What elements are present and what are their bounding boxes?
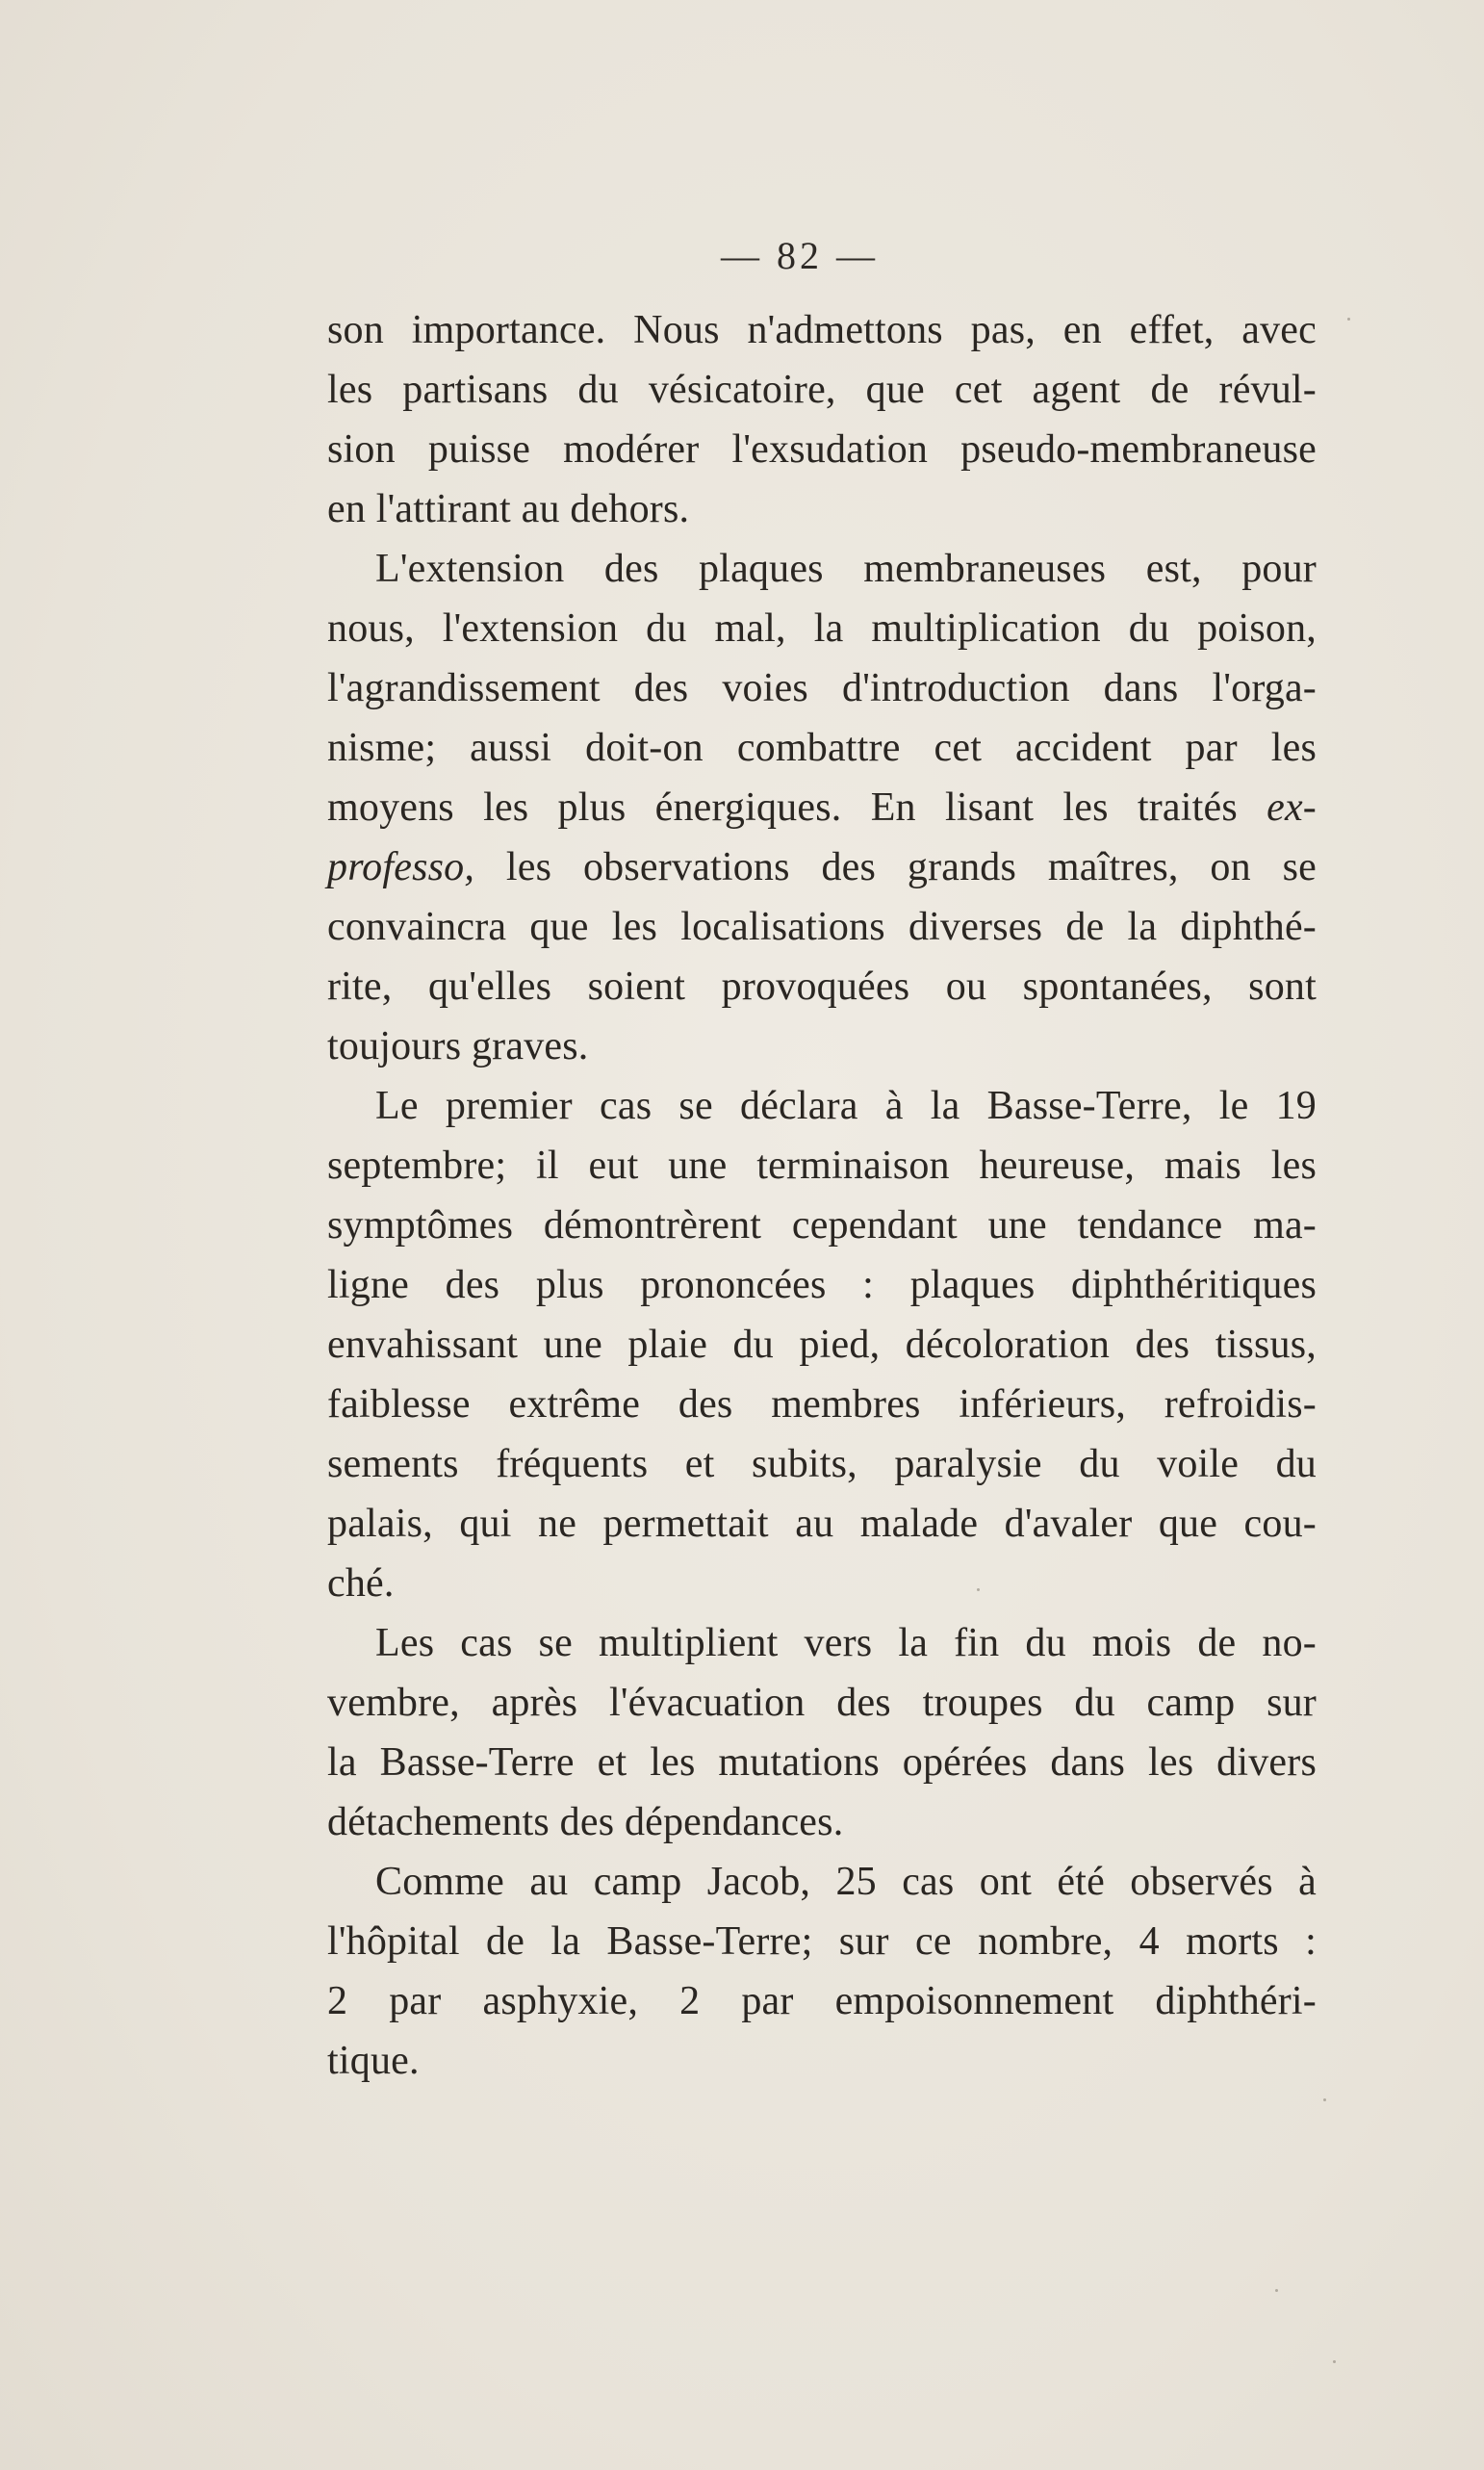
text-line: faiblesse extrême des membres inférieurs, refroidis- [327, 1382, 1317, 1427]
text-line: en l'attirant au dehors. [327, 487, 690, 531]
text-line: convaincra que les localisations diverses de la diphthé- [327, 905, 1317, 949]
text-line: nous, l'extension du mal, la multiplication du poison, [327, 606, 1317, 651]
paper-speck [1275, 2289, 1278, 2292]
text-line: septembre; il eut une terminaison heureuse, mais les [327, 1144, 1317, 1188]
text-line: nisme; aussi doit-on combattre cet accident par les [327, 726, 1317, 770]
text-line: moyens les plus énergiques. En lisant les traités ex- [327, 785, 1317, 830]
text-line: l'hôpital de la Basse-Terre; sur ce nombre, 4 morts : [327, 1919, 1317, 1964]
page-number: — 82 — [721, 234, 879, 277]
text-line: toujours graves. [327, 1024, 589, 1068]
paper-speck [1333, 2360, 1336, 2363]
text-line: sion puisse modérer l'exsudation pseudo-membraneuse [327, 427, 1317, 472]
text-line: l'agrandissement des voies d'introduction dans l'orga- [327, 666, 1317, 710]
text-line: ligne des plus prononcées : plaques diphthéritiques [327, 1263, 1317, 1307]
text-line: Les cas se multiplient vers la fin du mois de no- [375, 1621, 1317, 1665]
text-line: Comme au camp Jacob, 25 cas ont été observés à [375, 1860, 1317, 1904]
paper-speck [1347, 318, 1350, 321]
text-line: la Basse-Terre et les mutations opérées dans les divers [327, 1740, 1317, 1785]
text-line: L'extension des plaques membraneuses est, pour [375, 547, 1317, 591]
text-line: professo, les observations des grands maîtres, on se [327, 845, 1317, 889]
paper-speck [977, 1588, 980, 1591]
text-line: symptômes démontrèrent cependant une tendance ma- [327, 1203, 1317, 1248]
text-line: ché. [327, 1561, 395, 1606]
italic-term: professo, [327, 845, 475, 889]
paper-speck [1323, 2098, 1326, 2101]
body-text [327, 300, 1317, 2091]
text-line: palais, qui ne permettait au malade d'avaler que cou- [327, 1502, 1317, 1546]
text-line: rite, qu'elles soient provoquées ou spontanées, sont [327, 965, 1317, 1009]
text-line: son importance. Nous n'admettons pas, en effet, avec [327, 308, 1317, 352]
text-line: 2 par asphyxie, 2 par empoisonnement diphthéri- [327, 1979, 1317, 2023]
text-line: les partisans du vésicatoire, que cet agent de révul- [327, 368, 1317, 412]
text-line: détachements des dépendances. [327, 1800, 844, 1844]
text-line: tique. [327, 2039, 420, 2083]
text-line: Le premier cas se déclara à la Basse-Terre, le 19 [375, 1084, 1317, 1128]
text-line: vembre, après l'évacuation des troupes du camp sur [327, 1681, 1317, 1725]
text-line: sements fréquents et subits, paralysie du voile du [327, 1442, 1317, 1486]
italic-term: ex- [1267, 785, 1317, 830]
text-line: envahissant une plaie du pied, décoloration des tissus, [327, 1323, 1317, 1367]
